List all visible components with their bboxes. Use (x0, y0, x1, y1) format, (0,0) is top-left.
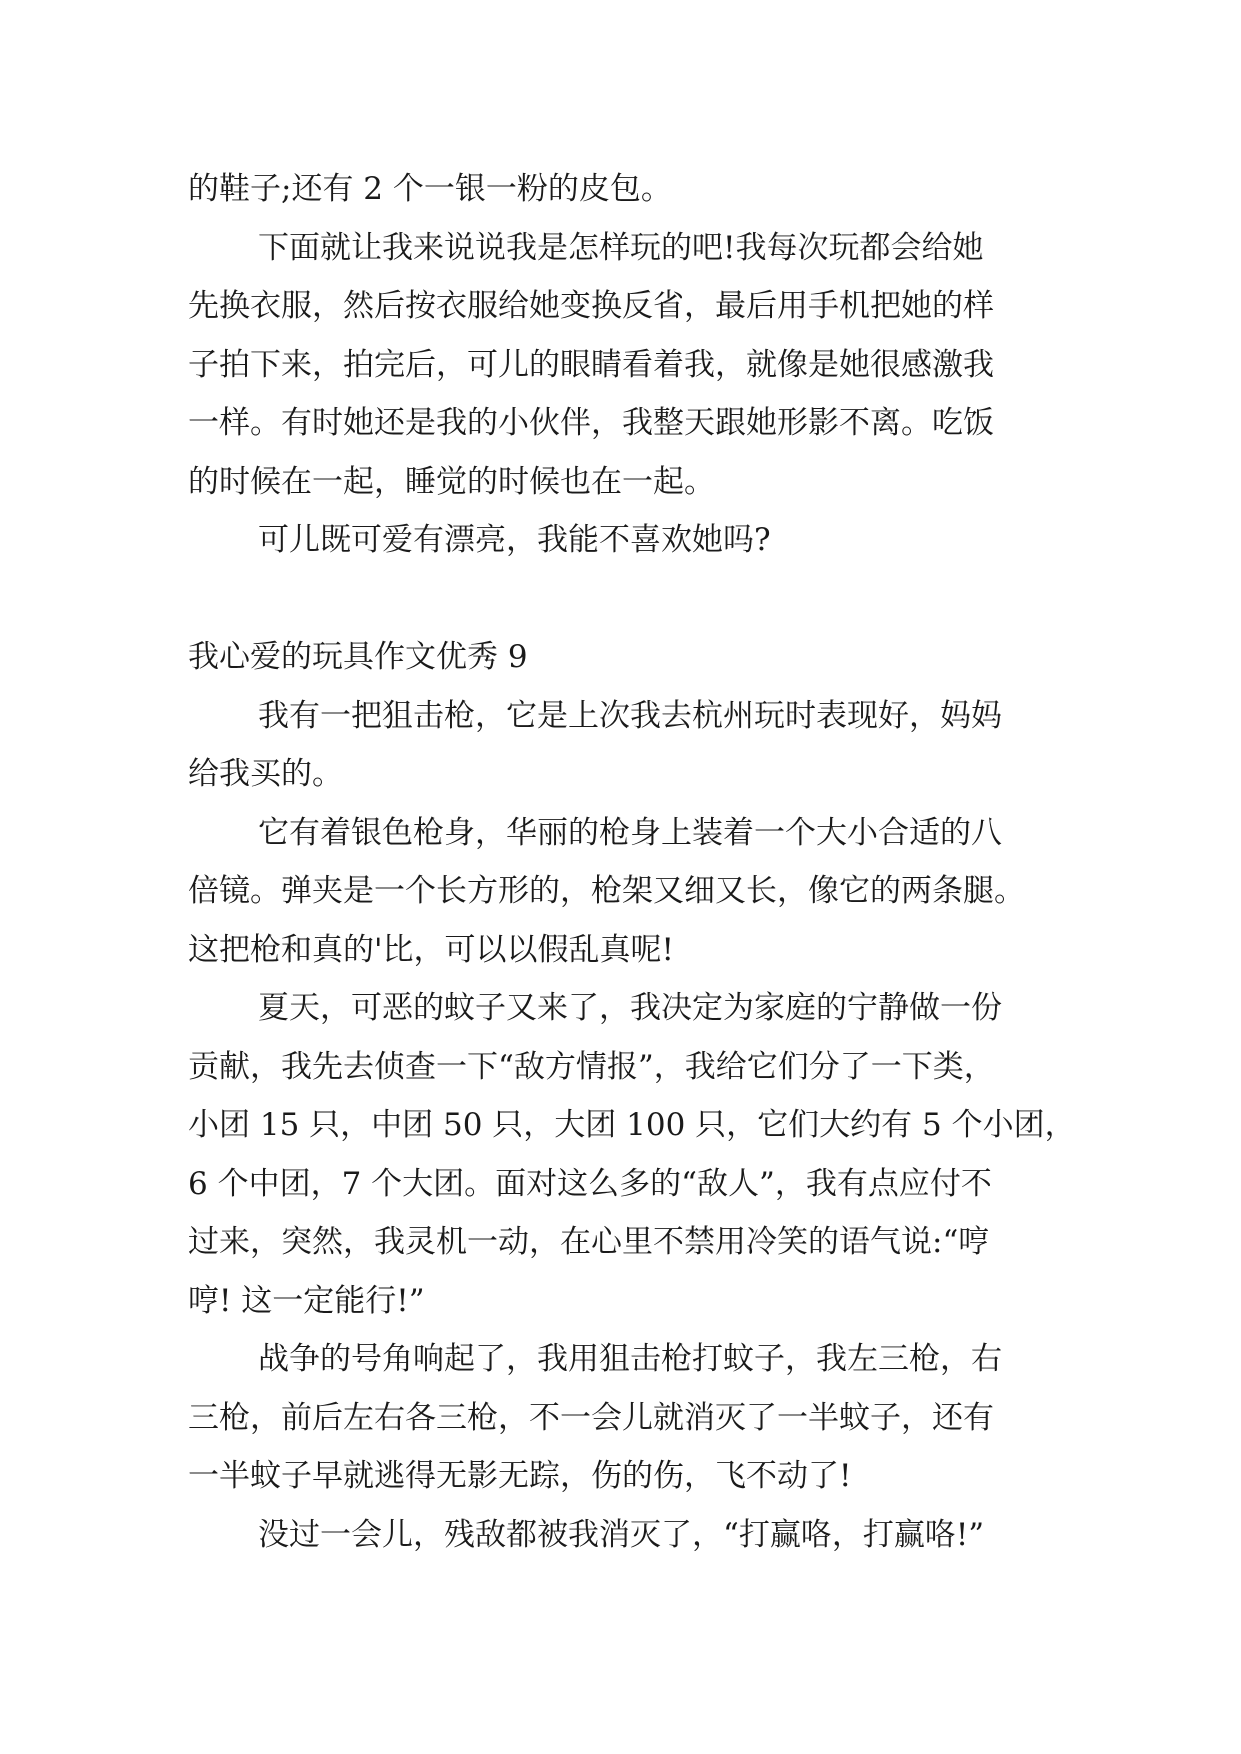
paragraph-line: 6 个中团，7 个大团。面对这么多的“敌人”，我有点应付不 (188, 1165, 992, 1202)
section-title: 我心爱的玩具作文优秀 9 (188, 639, 528, 675)
paragraph-line: 可儿既可爱有漂亮，我能不喜欢她吗? (258, 522, 771, 558)
paragraph-line: 一半蚊子早就逃得无影无踪，伤的伤，飞不动了! (188, 1458, 852, 1494)
paragraph-line: 过来，突然，我灵机一动，在心里不禁用冷笑的语气说:“哼 (188, 1224, 990, 1260)
paragraph-line: 这把枪和真的'比，可以以假乱真呢! (188, 931, 674, 968)
paragraph-line: 它有着银色枪身，华丽的枪身上装着一个大小合适的八 (258, 814, 1002, 851)
paragraph-line: 倍镜。弹夹是一个长方形的，枪架又细又长，像它的两条腿。 (188, 873, 1025, 909)
paragraph-line: 三枪，前后左右各三枪，不一会儿就消灭了一半蚊子，还有 (188, 1399, 994, 1436)
paragraph-line: 小团 15 只，中团 50 只，大团 100 只，它们大约有 5 个小团， (188, 1107, 1076, 1143)
paragraph-line: 夏天，可恶的蚊子又来了，我决定为家庭的宁静做一份 (258, 990, 1002, 1026)
paragraph-line: 战争的号角响起了，我用狙击枪打蚊子，我左三枪，右 (258, 1341, 1002, 1377)
text-block-doll (188, 160, 1063, 570)
paragraph-line: 下面就让我来说说我是怎样玩的吧!我每次玩都会给她 (258, 229, 984, 266)
text-block-sniper (188, 628, 1076, 1564)
paragraph-line: 给我买的。 (188, 756, 343, 792)
paragraph-line: 先换衣服，然后按衣服给她变换反省，最后用手机把她的样 (188, 288, 994, 324)
paragraph-line: 我有一把狙击枪，它是上次我去杭州玩时表现好，妈妈 (258, 697, 1002, 734)
paragraph-line: 没过一会儿，残敌都被我消灭了，“打赢咯，打赢咯!” (258, 1516, 985, 1553)
paragraph-line: 子拍下来，拍完后，可儿的眼睛看着我，就像是她很感激我 (188, 346, 994, 383)
paragraph-line: 的时候在一起，睡觉的时候也在一起。 (188, 463, 715, 500)
paragraph-line: 贡献，我先去侦查一下“敌方情报”，我给它们分了一下类， (188, 1048, 995, 1085)
paragraph-line: 一样。有时她还是我的小伙伴，我整天跟她形影不离。吃饭 (188, 405, 994, 441)
paragraph-line: 的鞋子;还有 2 个一银一粉的皮包。 (188, 171, 672, 207)
paragraph-line: 哼! 这一定能行!” (188, 1282, 425, 1319)
